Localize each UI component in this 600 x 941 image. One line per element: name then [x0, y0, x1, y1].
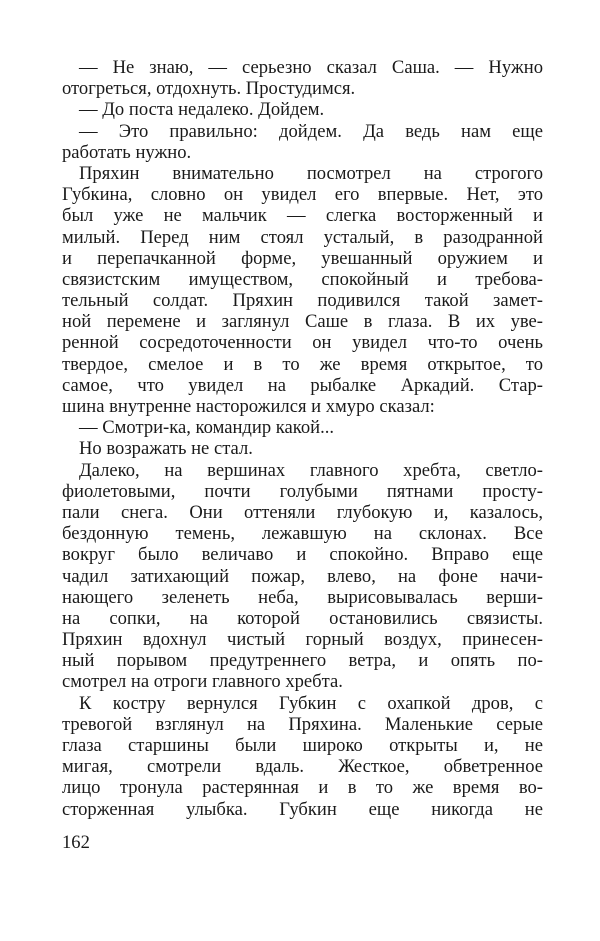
- paragraph: [62, 99, 543, 120]
- page-body-text: [62, 57, 543, 820]
- text-line: милый. Перед ним стоял усталый, в разодранной: [62, 226, 543, 248]
- paragraph: [62, 693, 543, 820]
- text-line: твердое, смелое и в то же время открытое, то: [62, 353, 543, 375]
- text-line: самое, что увидел на рыбалке Аркадий. Стар-: [62, 374, 543, 396]
- text-line: — До поста недалеко. Дойдем.: [79, 99, 325, 121]
- text-line: фиолетовыми, почти голубыми пятнами просту-: [62, 480, 543, 502]
- text-line: Пряхин внимательно посмотрел на строгого: [79, 162, 543, 184]
- text-line: К костру вернулся Губкин с охапкой дров, с: [79, 692, 543, 714]
- text-line: отогреться, отдохнуть. Простудимся.: [62, 78, 356, 100]
- text-line: — Смотри-ка, командир какой...: [79, 417, 335, 439]
- text-line: Далеко, на вершинах главного хребта, светло-: [79, 459, 543, 481]
- text-line: нающего зеленеть неба, вырисовывалась верши-: [62, 586, 543, 608]
- paragraph: [62, 163, 543, 417]
- text-line: шина внутренне насторожился и хмуро сказал:: [62, 396, 435, 417]
- text-line: тельный солдат. Пряхин подивился такой замет-: [62, 290, 543, 312]
- text-line: ной перемене и заглянул Саше в глаза. В их уве-: [62, 311, 543, 333]
- text-line: глаза старшины были широко открыты и, не: [62, 735, 543, 756]
- text-line: — Это правильно: дойдем. Да ведь нам еще: [79, 120, 543, 142]
- paragraph: [62, 57, 543, 99]
- text-line: Губкина, словно он увидел его впервые. Нет, это: [62, 184, 543, 206]
- text-line: вокруг было величаво и спокойно. Вправо еще: [62, 544, 543, 566]
- text-line: связистским имуществом, спокойный и требова-: [62, 268, 543, 290]
- text-line: чадил затихающий пожар, влево, на фоне начи-: [62, 565, 543, 587]
- text-line: ный порывом предутреннего ветра, и опять по-: [62, 650, 543, 672]
- text-line: смотрел на отроги главного хребта.: [62, 671, 343, 693]
- text-line: работать нужно.: [62, 141, 192, 163]
- text-line: Но возражать не стал.: [79, 438, 253, 460]
- text-line: сторженная улыбка. Губкин еще никогда не: [62, 798, 543, 820]
- page-number: 162: [62, 832, 90, 853]
- paragraph: [62, 417, 543, 438]
- text-line: мигая, смотрели вдаль. Жесткое, обветренное: [62, 756, 543, 778]
- text-line: ренной сосредоточенности он увидел что-то очень: [62, 332, 543, 354]
- text-line: тревогой взглянул на Пряхина. Маленькие серые: [62, 713, 543, 735]
- text-line: — Не знаю, — серьезно сказал Саша. — Нужно: [79, 57, 543, 78]
- text-line: Пряхин вдохнул чистый горный воздух, принесен-: [62, 629, 543, 651]
- paragraph: [62, 121, 543, 163]
- text-line: лицо тронула растерянная и в то же время во-: [62, 777, 543, 799]
- text-line: был уже не мальчик — слегка восторженный и: [62, 205, 543, 227]
- paragraph: [62, 460, 543, 693]
- text-line: и перепачканной форме, увешанный оружием и: [62, 247, 543, 269]
- paragraph: [62, 438, 543, 459]
- text-line: пали снега. Они оттеняли глубокую и, казалось,: [62, 501, 543, 523]
- text-line: на сопки, на которой остановились связисты.: [62, 607, 543, 629]
- text-line: бездонную темень, лежавшую на склонах. Все: [62, 523, 543, 545]
